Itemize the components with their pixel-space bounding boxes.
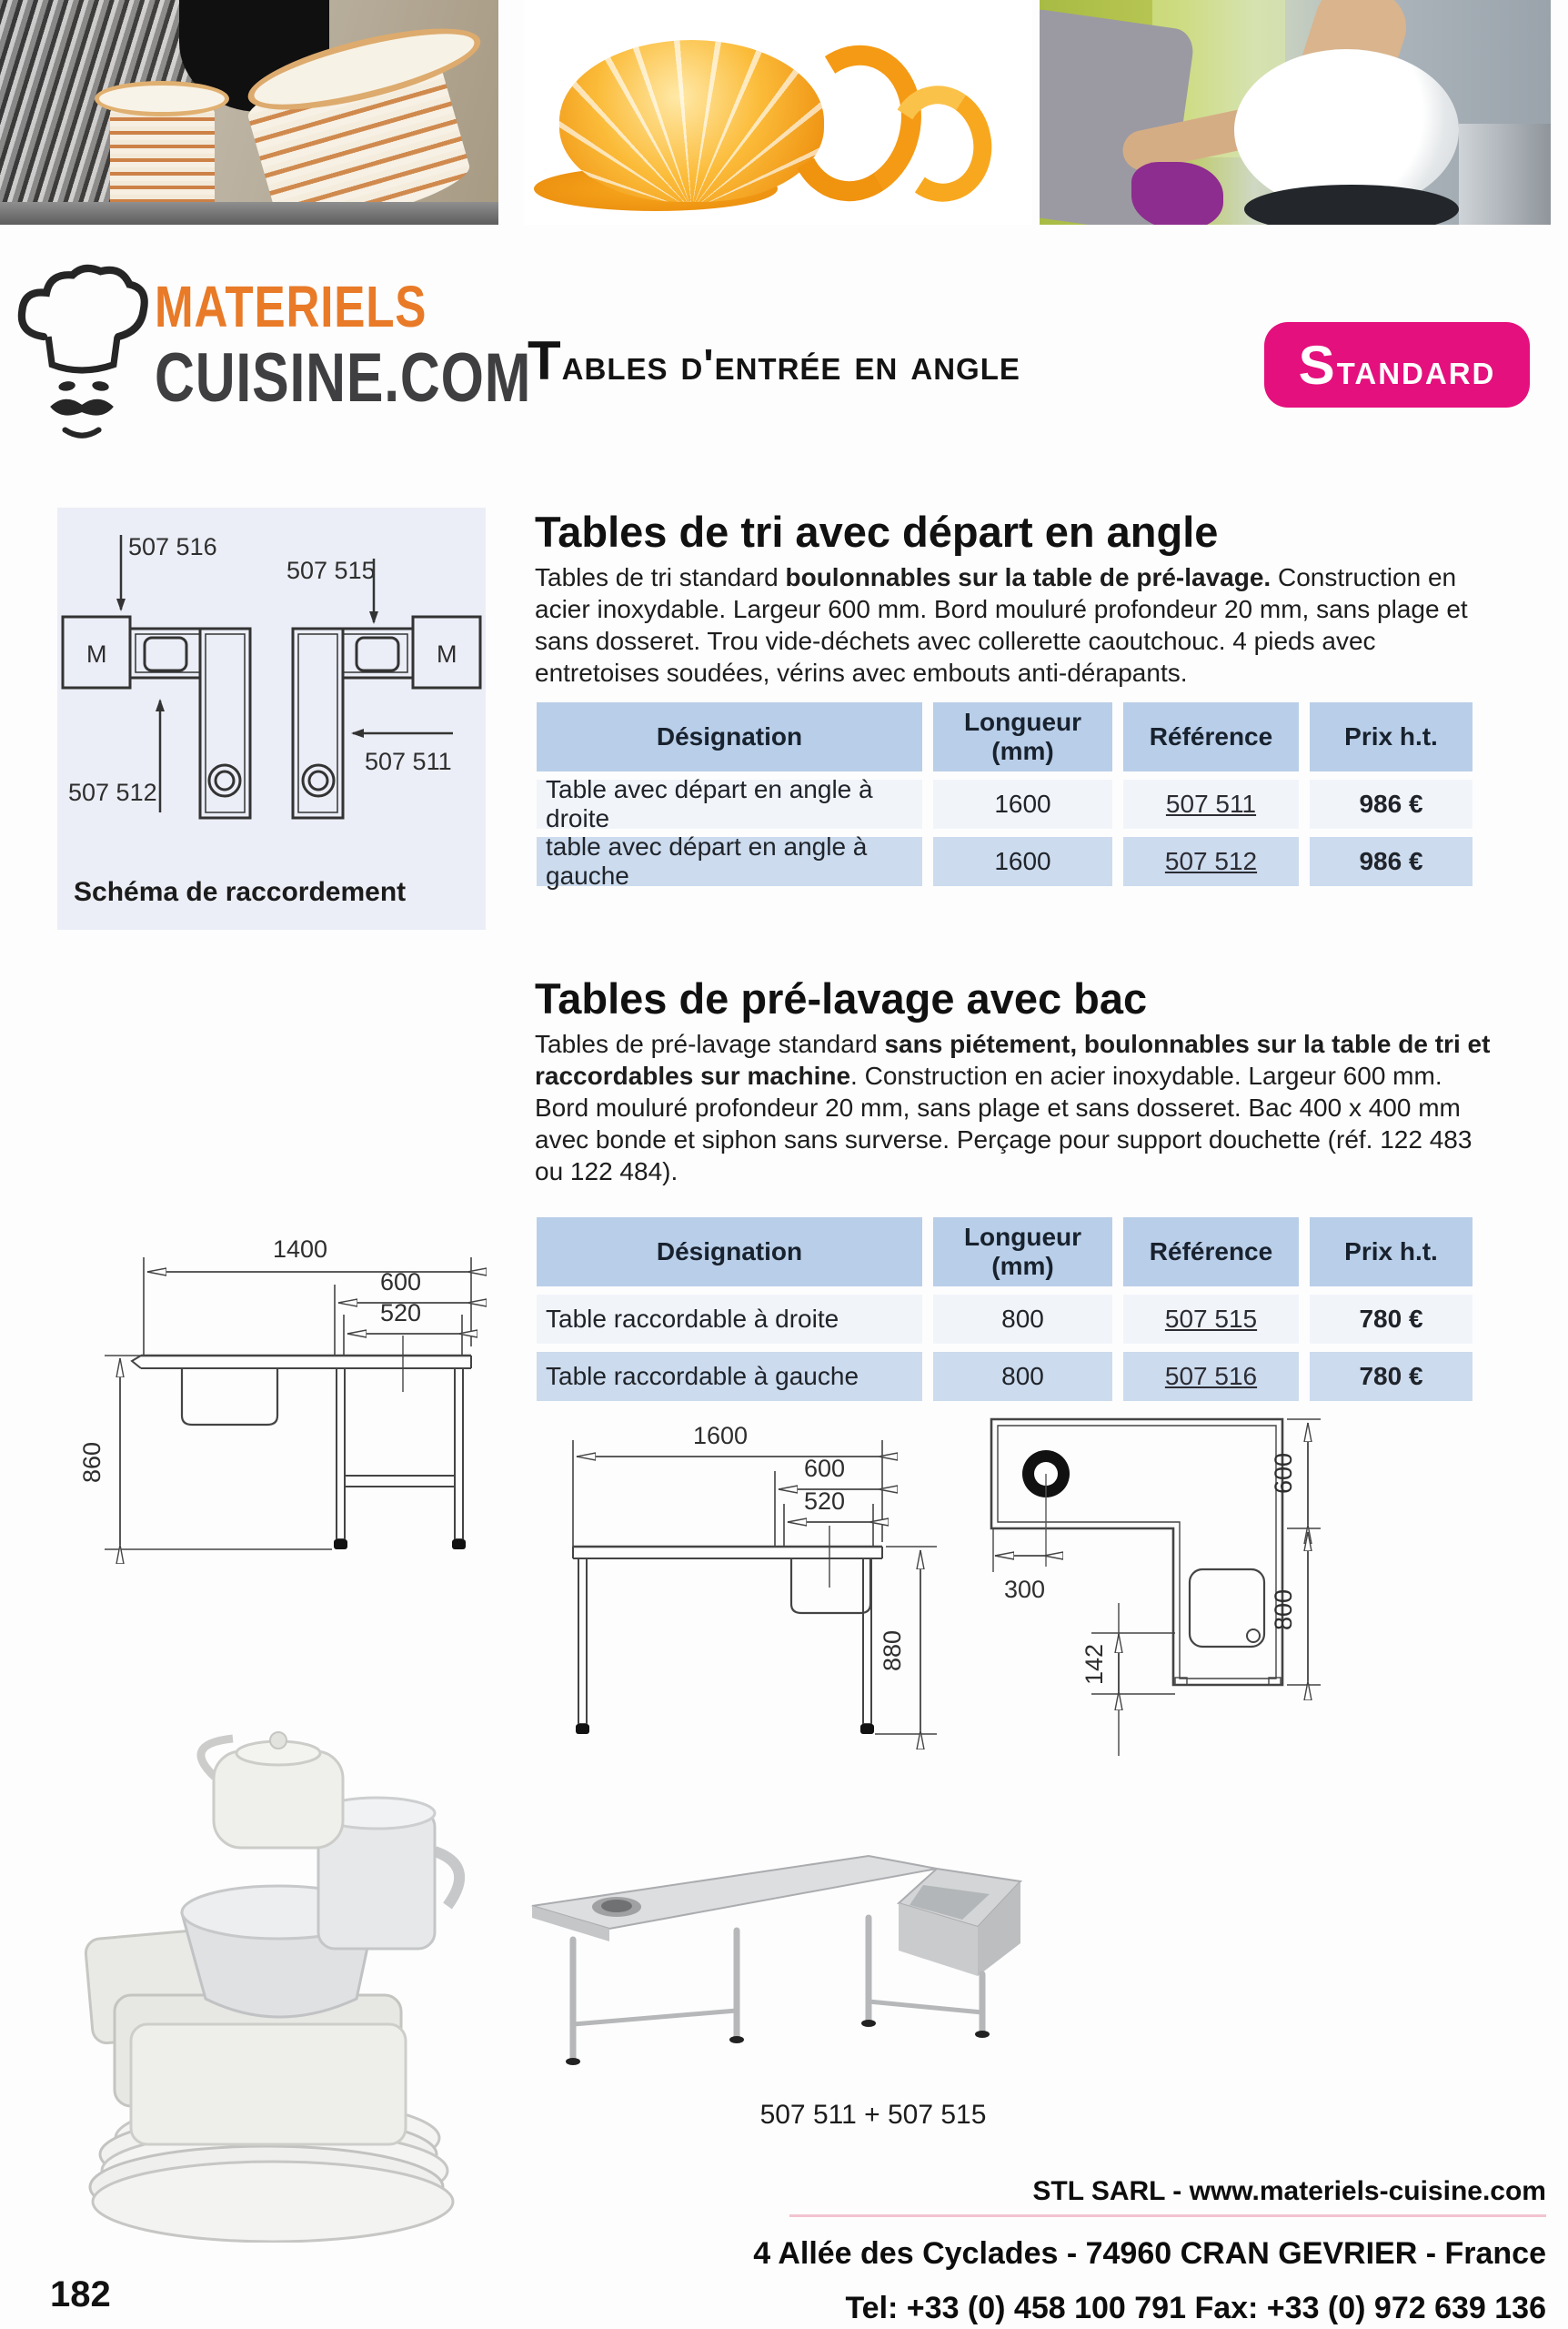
plate-top-decor [95,81,229,117]
dim-label: 1400 [273,1235,328,1263]
column-header: Prix h.t. [1310,1217,1473,1286]
dim-label: 520 [380,1299,422,1326]
column-header: Désignation [537,1217,922,1286]
dim-label: 300 [1004,1576,1046,1603]
schema-machine-right: M [437,640,457,668]
cell-price: 986 € [1310,780,1473,829]
cell-longueur: 1600 [933,780,1112,829]
schema-label-507515: 507 515 [286,557,376,584]
product-photo [509,1838,1055,2083]
photo-dishwashing [1040,0,1551,225]
cell-longueur: 800 [933,1352,1112,1401]
page-title: Tables d'entrée en angle [528,330,1020,391]
cell-price: 780 € [1310,1352,1473,1401]
cell-price: 986 € [1310,837,1473,886]
purple-cloth-decor [1131,162,1223,225]
brand-name-line1: MATERIELS [155,274,427,339]
dim-label: 860 [78,1441,106,1483]
dim-label: 880 [879,1629,906,1671]
column-header: Prix h.t. [1310,702,1473,771]
dim-label: 600 [804,1455,846,1482]
section1-paragraph: Tables de tri standard boulonnables sur la table de pré-lavage. Construction en acier inoxydable. Largeur 600 mm. Bord mouluré profondeur 20 mm, sans plage et sans dosseret. Trou vide-déchets avec collerette caoutchouc. 4 pieds avec entretoises soudées, vérins avec embouts anti-dérapants. [535,563,1468,687]
column-header: Référence [1123,1217,1299,1286]
steel-counter-decor [1459,124,1551,225]
cell-reference-link[interactable]: 507 515 [1123,1295,1299,1344]
orange-segments-decor [559,40,824,202]
dim-label: 1600 [693,1424,749,1449]
photo-peeled-orange [524,0,1032,225]
cell-designation: Table avec départ en angle à droite [537,780,922,829]
schema-machine-left: M [86,640,107,668]
photo-plates-cutlery [0,0,498,225]
schema-label-507516: 507 516 [128,533,217,560]
section2-paragraph: Tables de pré-lavage standard sans piétement, boulonnables sur la table de tri et raccordables sur machine. Construction en acier inoxydable. Largeur 600 mm. Bord mouluré profondeur 20 mm, sans plage et sans dosseret. Bac 400 x 400 mm avec bonde et siphon sans surverse. Perçage pour support douchette (réf. 122 483 ou 122 484). [535,1030,1491,1185]
column-header: Référence [1123,702,1299,771]
dim-label: 600 [380,1268,422,1296]
cell-longueur: 800 [933,1295,1112,1344]
technical-drawing-side-1600 [557,1424,1011,1788]
column-header: Longueur (mm) [933,1217,1112,1286]
schema-drawing [57,508,486,872]
dim-label: 800 [1270,1588,1297,1630]
chef-hat-icon [9,262,153,444]
standard-badge-label: Standard [1298,334,1496,396]
price-table-tri [537,702,1473,890]
cell-price: 780 € [1310,1295,1473,1344]
schema-caption: Schéma de raccordement [74,877,407,907]
footer-address: 4 Allée des Cyclades - 74960 CRAN GEVRIER - France [753,2236,1546,2271]
dim-label: 142 [1081,1643,1108,1685]
counter-decor [0,202,498,225]
column-header: Désignation [537,702,922,771]
footer-divider [789,2214,1546,2217]
section2-heading: Tables de pré-lavage avec bac [535,974,1148,1023]
dim-label: 520 [804,1487,846,1515]
column-header: Longueur (mm) [933,702,1112,771]
schema-label-507512: 507 512 [68,779,157,806]
standard-badge [1264,322,1530,408]
cell-reference-link[interactable]: 507 516 [1123,1352,1299,1401]
cell-designation: Table raccordable à gauche [537,1352,922,1401]
cell-reference-link[interactable]: 507 512 [1123,837,1299,886]
technical-drawing-plan [982,1410,1419,1788]
dishes-photo [45,1724,473,2243]
cell-reference-link[interactable]: 507 511 [1123,780,1299,829]
cell-designation: Table raccordable à droite [537,1295,922,1344]
brand-name-line2: CUISINE.COM [155,339,532,417]
connection-schema [57,508,486,930]
cell-designation: table avec départ en angle à gauche [537,837,922,886]
product-caption: 507 511 + 507 515 [759,2100,987,2130]
price-table-prelavage [537,1217,1473,1401]
footer-phone-fax: Tel: +33 (0) 458 100 791 Fax: +33 (0) 972 639 136 [845,2291,1546,2325]
technical-drawing-side-1400 [64,1219,509,1638]
cell-longueur: 1600 [933,837,1112,886]
section1-heading: Tables de tri avec départ en angle [535,508,1219,556]
dim-label: 600 [1270,1452,1297,1494]
page-number: 182 [50,2274,111,2314]
schema-label-507511: 507 511 [365,748,452,775]
footer-company-website: STL SARL - www.materiels-cuisine.com [1032,2176,1546,2206]
